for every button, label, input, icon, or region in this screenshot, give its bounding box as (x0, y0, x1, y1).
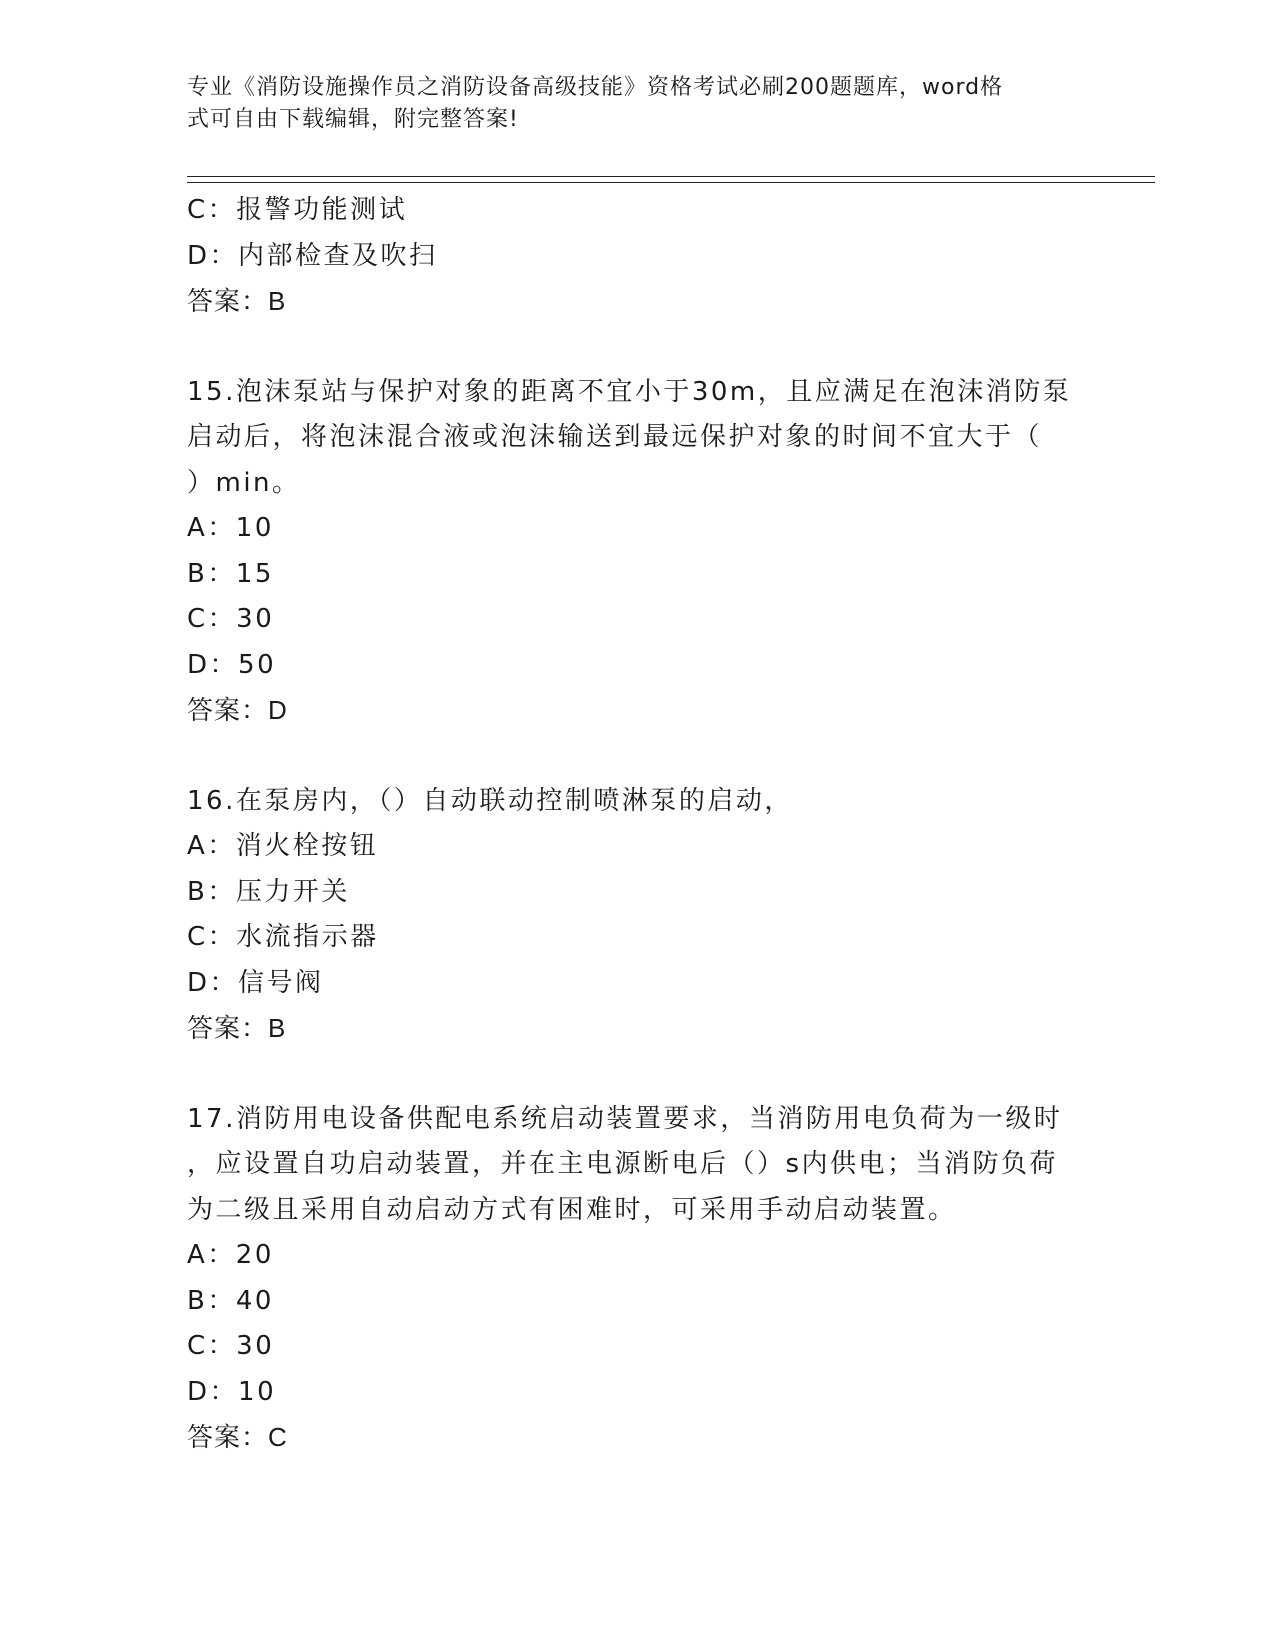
question-stem (187, 1097, 1087, 1234)
question-stem (187, 370, 1087, 507)
question-15 (187, 370, 1087, 734)
stem-line: 15.泡沫泵站与保护对象的距离不宜小于30m，且应满足在泡沫消防泵 (187, 376, 1072, 407)
header-divider (187, 182, 1155, 183)
header-line: 式可自由下载编辑，附完整答案! (187, 107, 519, 132)
option-a: A：消火栓按钮 (187, 831, 379, 861)
question-14-tail (187, 188, 1087, 325)
header-line: 专业《消防设施操作员之消防设备高级技能》资格考试必刷200题题库，word格 (187, 75, 1004, 100)
option-b: B：15 (187, 558, 274, 589)
question-stem (187, 779, 1087, 825)
option-c: C：水流指示器 (187, 922, 379, 952)
option-c: C：报警功能测试 (187, 195, 408, 225)
option-c: C：30 (187, 604, 275, 634)
option-b: B：压力开关 (187, 876, 350, 907)
option-d: D：50 (187, 649, 277, 680)
question-17 (187, 1097, 1087, 1461)
option-d: D：信号阀 (187, 967, 324, 998)
answer: 答案：C (187, 1422, 288, 1452)
stem-line: ）min。 (187, 467, 301, 498)
option-b: B：40 (187, 1285, 274, 1316)
option-a: A：20 (187, 1240, 274, 1270)
stem-line: 启动后，将泡沫混合液或泡沫输送到最远保护对象的时间不宜大于（ (187, 422, 1043, 452)
option-c: C：30 (187, 1331, 275, 1361)
option-d: D：内部检查及吹扫 (187, 240, 438, 271)
header-divider (187, 176, 1155, 177)
option-d: D：10 (187, 1376, 277, 1407)
stem-line: ，应设置自功启动装置，并在主电源断电后（）s内供电；当消防负荷 (187, 1149, 1059, 1179)
stem-line: 17.消防用电设备供配电系统启动装置要求，当消防用电负荷为一级时 (187, 1103, 1063, 1134)
answer: 答案：D (187, 695, 288, 725)
answer: 答案：B (187, 286, 287, 316)
stem-line: 为二级且采用自动启动方式有困难时，可采用手动启动装置。 (187, 1194, 957, 1225)
option-a: A：10 (187, 513, 274, 543)
question-content (187, 188, 1087, 1461)
question-16 (187, 779, 1087, 1052)
answer: 答案：B (187, 1013, 287, 1043)
stem-line: 16.在泵房内，（）自动联动控制喷淋泵的启动， (187, 785, 793, 816)
page-header (187, 72, 1067, 136)
